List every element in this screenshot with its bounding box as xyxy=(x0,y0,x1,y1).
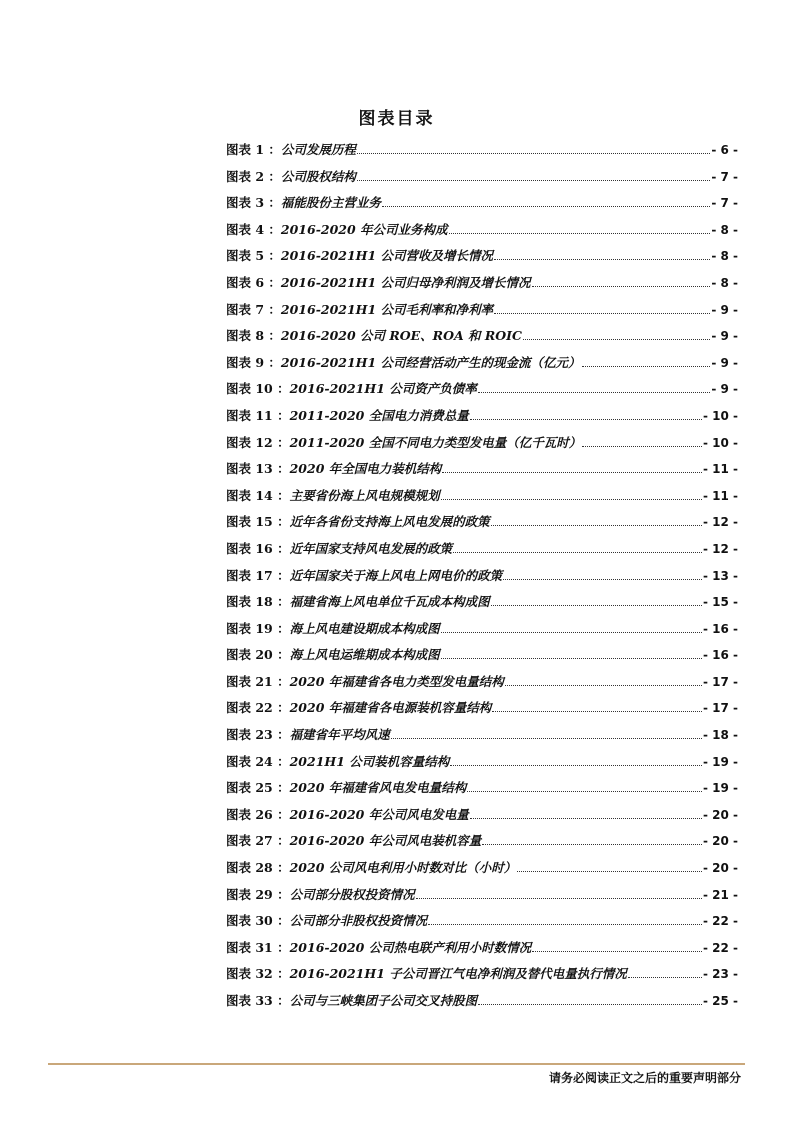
toc-entry-title: 福建省年平均风速 xyxy=(289,727,390,743)
toc-leader-dots xyxy=(478,1004,702,1005)
toc-leader-dots xyxy=(428,924,702,925)
toc-entry-page: - 12 - xyxy=(702,541,738,556)
toc-leader-dots xyxy=(491,525,702,526)
toc-entry[interactable] xyxy=(226,566,738,593)
toc-entry-label: 图表 8 ： xyxy=(226,328,281,344)
toc-entry-page: - 15 - xyxy=(702,595,738,610)
toc-entry-page: - 25 - xyxy=(702,994,738,1008)
page-title: 图表目录 xyxy=(358,109,435,129)
toc-entry-page: - 6 - xyxy=(711,143,738,157)
toc-entry-title: 2016-2021H1 子公司晋江气电净利润及替代电量执行情况 xyxy=(289,966,627,982)
toc-entry-title: 2016-2021H1 公司经营活动产生的现金流（亿元） xyxy=(280,354,581,370)
toc-entry-page: - 22 - xyxy=(702,940,738,955)
toc-entry-label: 图表 25 ： xyxy=(226,780,290,796)
toc-leader-dots xyxy=(582,366,711,367)
toc-entry[interactable] xyxy=(226,406,738,433)
toc-entry-page: - 10 - xyxy=(702,435,738,450)
toc-leader-dots xyxy=(416,898,702,899)
toc-entry-title: 主要省份海上风电规模规划 xyxy=(289,487,440,503)
toc-entry-label: 图表 29 ： xyxy=(226,886,290,902)
toc-entry-title: 2016-2021H1 公司营收及增长情况 xyxy=(280,248,494,264)
toc-entry[interactable] xyxy=(226,539,738,566)
toc-entry-label: 图表 17 ： xyxy=(226,567,290,583)
toc-entry-page: - 23 - xyxy=(702,967,738,982)
toc-leader-dots xyxy=(582,446,702,447)
toc-entry-label: 图表 26 ： xyxy=(226,806,290,822)
toc-entry[interactable] xyxy=(226,752,738,779)
toc-entry[interactable] xyxy=(226,778,738,805)
toc-entry[interactable] xyxy=(226,911,738,938)
toc-entry-label: 图表 23 ： xyxy=(226,727,290,743)
toc-entry-page: - 16 - xyxy=(702,648,738,663)
toc-entry-label: 图表 2 ： xyxy=(226,168,281,184)
toc-entry-label: 图表 4 ： xyxy=(226,221,281,237)
toc-leader-dots xyxy=(470,419,702,420)
toc-entry-title: 2016-2020 公司热电联产利用小时数情况 xyxy=(289,939,532,955)
toc-entry[interactable] xyxy=(226,193,738,220)
toc-entry-page: - 11 - xyxy=(702,488,738,503)
toc-entry-page: - 8 - xyxy=(711,275,738,290)
toc-entry-label: 图表 30 ： xyxy=(226,913,290,929)
toc-entry-title: 公司发展历程 xyxy=(280,142,356,157)
toc-entry-page: - 20 - xyxy=(702,834,738,849)
toc-entry-title: 海上风电运维期成本构成图 xyxy=(289,647,440,663)
toc-entry[interactable] xyxy=(226,592,738,619)
toc-entry[interactable] xyxy=(226,512,738,539)
toc-entry-page: - 19 - xyxy=(702,754,738,769)
toc-entry-page: - 20 - xyxy=(702,807,738,822)
toc-entry-page: - 20 - xyxy=(702,861,738,876)
toc-entry[interactable] xyxy=(226,140,738,167)
toc-leader-dots xyxy=(492,711,702,712)
toc-entry-label: 图表 11 ： xyxy=(226,407,290,423)
toc-entry-page: - 17 - xyxy=(702,701,738,716)
toc-entry-page: - 9 - xyxy=(711,355,738,370)
toc-leader-dots xyxy=(491,605,702,606)
toc-entry-page: - 8 - xyxy=(711,249,738,264)
toc-entry[interactable] xyxy=(226,300,738,327)
toc-leader-dots xyxy=(494,259,710,260)
toc-entry[interactable] xyxy=(226,698,738,725)
toc-entry-label: 图表 22 ： xyxy=(226,700,290,716)
toc-entry-title: 福能股份主营业务 xyxy=(280,195,381,211)
toc-entry-title: 福建省海上风电单位千瓦成本构成图 xyxy=(289,594,490,610)
toc-entry-title: 公司部分非股权投资情况 xyxy=(289,913,428,929)
toc-leader-dots xyxy=(503,579,702,580)
toc-leader-dots xyxy=(441,658,702,659)
toc-leader-dots xyxy=(357,180,710,181)
toc-leader-dots xyxy=(628,977,702,978)
toc-leader-dots xyxy=(470,818,702,819)
toc-entry-title: 2016-2020 年公司风电装机容量 xyxy=(289,833,482,849)
toc-entry-title: 2016-2020 年公司业务构成 xyxy=(280,221,448,237)
toc-entry[interactable] xyxy=(226,964,738,991)
toc-entry-page: - 7 - xyxy=(711,169,738,184)
toc-entry[interactable] xyxy=(226,645,738,672)
toc-leader-dots xyxy=(494,313,710,314)
toc-entry-label: 图表 12 ： xyxy=(226,434,290,450)
toc-entry-page: - 12 - xyxy=(702,515,738,530)
toc-leader-dots xyxy=(532,951,702,952)
toc-entry-title: 2011-2020 全国电力消费总量 xyxy=(289,407,469,423)
toc-entry[interactable] xyxy=(226,991,738,1018)
toc-entry[interactable] xyxy=(226,831,738,858)
toc-entry[interactable] xyxy=(226,858,738,885)
toc-entry[interactable] xyxy=(226,672,738,699)
toc-leader-dots xyxy=(449,233,711,234)
toc-entry-page: - 10 - xyxy=(702,408,738,423)
toc-entry[interactable] xyxy=(226,379,738,406)
toc-entry-title: 2020 年全国电力装机结构 xyxy=(289,461,442,477)
toc-leader-dots xyxy=(467,791,702,792)
toc-entry[interactable] xyxy=(226,619,738,646)
toc-entry-label: 图表 24 ： xyxy=(226,753,290,769)
toc-leader-dots xyxy=(382,206,710,207)
toc-entry[interactable] xyxy=(226,273,738,300)
toc-entry-title: 2020 年福建省风电发电量结构 xyxy=(289,780,467,796)
toc-entry-label: 图表 32 ： xyxy=(226,966,290,982)
toc-entry-label: 图表 33 ： xyxy=(226,993,290,1008)
toc-entry-label: 图表 6 ： xyxy=(226,274,281,290)
toc-entry-label: 图表 31 ： xyxy=(226,939,290,955)
toc-entry-title: 2016-2021H1 公司资产负债率 xyxy=(289,381,477,397)
toc-leader-dots xyxy=(450,765,702,766)
toc-entry-title: 2011-2020 全国不同电力类型发电量（亿千瓦时） xyxy=(289,434,582,450)
toc-leader-dots xyxy=(453,552,702,553)
toc-entry-title: 公司与三峡集团子公司交叉持股图 xyxy=(289,993,478,1008)
toc-leader-dots xyxy=(517,871,702,872)
toc-entry[interactable] xyxy=(226,885,738,912)
toc-entry-label: 图表 1 ： xyxy=(226,142,281,157)
toc-entry-label: 图表 28 ： xyxy=(226,860,290,876)
toc-entry-page: - 19 - xyxy=(702,781,738,796)
toc-leader-dots xyxy=(441,632,702,633)
toc-entry-label: 图表 20 ： xyxy=(226,647,290,663)
toc-leader-dots xyxy=(357,153,710,154)
toc-entry-title: 2016-2021H1 公司归母净利润及增长情况 xyxy=(280,274,531,290)
toc-entry[interactable] xyxy=(226,938,738,965)
toc-entry-page: - 13 - xyxy=(702,568,738,583)
toc-leader-dots xyxy=(523,339,710,340)
toc-leader-dots xyxy=(442,472,702,473)
toc-entry-page: - 22 - xyxy=(702,914,738,929)
toc-entry[interactable] xyxy=(226,459,738,486)
toc-entry-page: - 7 - xyxy=(711,196,738,211)
toc-entry-title: 2020 年福建省各电力类型发电量结构 xyxy=(289,673,504,689)
toc-leader-dots xyxy=(441,499,702,500)
toc-entry-label: 图表 7 ： xyxy=(226,301,281,317)
toc-entry-label: 图表 16 ： xyxy=(226,540,290,556)
toc-entry-title: 2020 年福建省各电源装机容量结构 xyxy=(289,700,492,716)
toc-entry-title: 公司股权结构 xyxy=(280,168,356,184)
toc-entry-label: 图表 14 ： xyxy=(226,487,290,503)
toc-entry-title: 近年国家关于海上风电上网电价的政策 xyxy=(289,567,503,583)
toc-entry[interactable] xyxy=(226,246,738,273)
toc-entry-page: - 11 - xyxy=(702,462,738,477)
toc-entry-page: - 18 - xyxy=(702,728,738,743)
toc-entry-title: 2016-2020 年公司风电发电量 xyxy=(289,806,469,822)
toc-leader-dots xyxy=(505,685,702,686)
toc-leader-dots xyxy=(478,392,711,393)
toc-entry-label: 图表 27 ： xyxy=(226,833,290,849)
toc-entry-label: 图表 3 ： xyxy=(226,195,281,211)
toc-entry-title: 2016-2020 公司 ROE、ROA 和 ROIC xyxy=(280,328,522,344)
toc-entry-page: - 9 - xyxy=(711,329,738,344)
toc-entry-page: - 16 - xyxy=(702,621,738,636)
toc-entry-label: 图表 21 ： xyxy=(226,673,290,689)
toc-entry-page: - 8 - xyxy=(711,222,738,237)
toc-entry[interactable] xyxy=(226,167,738,194)
toc-entry-label: 图表 5 ： xyxy=(226,248,281,264)
toc-entry-label: 图表 9 ： xyxy=(226,354,281,370)
toc-entry[interactable] xyxy=(226,805,738,832)
toc-entry-page: - 9 - xyxy=(711,302,738,317)
toc-entry[interactable] xyxy=(226,220,738,247)
toc-entry-page: - 9 - xyxy=(711,382,738,397)
toc-entry-label: 图表 10 ： xyxy=(226,381,290,397)
toc-entry-title: 近年国家支持风电发展的政策 xyxy=(289,540,453,556)
toc-leader-dots xyxy=(532,286,711,287)
footer-divider xyxy=(48,1063,745,1065)
toc-entry-title: 海上风电建设期成本构成图 xyxy=(289,620,440,636)
toc-leader-dots xyxy=(482,844,702,845)
toc-entry-title: 公司部分股权投资情况 xyxy=(289,886,415,902)
toc-leader-dots xyxy=(391,738,702,739)
toc-entry-title: 2021H1 公司装机容量结构 xyxy=(289,753,450,769)
toc-entry-page: - 21 - xyxy=(702,887,738,902)
toc-entry[interactable] xyxy=(226,326,738,353)
toc-entry[interactable] xyxy=(226,486,738,513)
toc-entry[interactable] xyxy=(226,433,738,460)
toc-entry-label: 图表 13 ： xyxy=(226,461,290,477)
toc-entry-label: 图表 18 ： xyxy=(226,594,290,610)
toc-entry-title: 近年各省份支持海上风电发展的政策 xyxy=(289,514,490,530)
toc-entry-label: 图表 15 ： xyxy=(226,514,290,530)
toc-entry-page: - 17 - xyxy=(702,674,738,689)
toc-entry-label: 图表 19 ： xyxy=(226,620,290,636)
toc-entry-title: 2020 公司风电利用小时数对比（小时） xyxy=(289,860,517,876)
toc-entry[interactable] xyxy=(226,353,738,380)
figure-index-list xyxy=(226,140,738,1018)
toc-entry-title: 2016-2021H1 公司毛利率和净利率 xyxy=(280,301,494,317)
footer-disclaimer: 请务必阅读正文之后的重要声明部分 xyxy=(548,1071,741,1085)
toc-entry[interactable] xyxy=(226,725,738,752)
